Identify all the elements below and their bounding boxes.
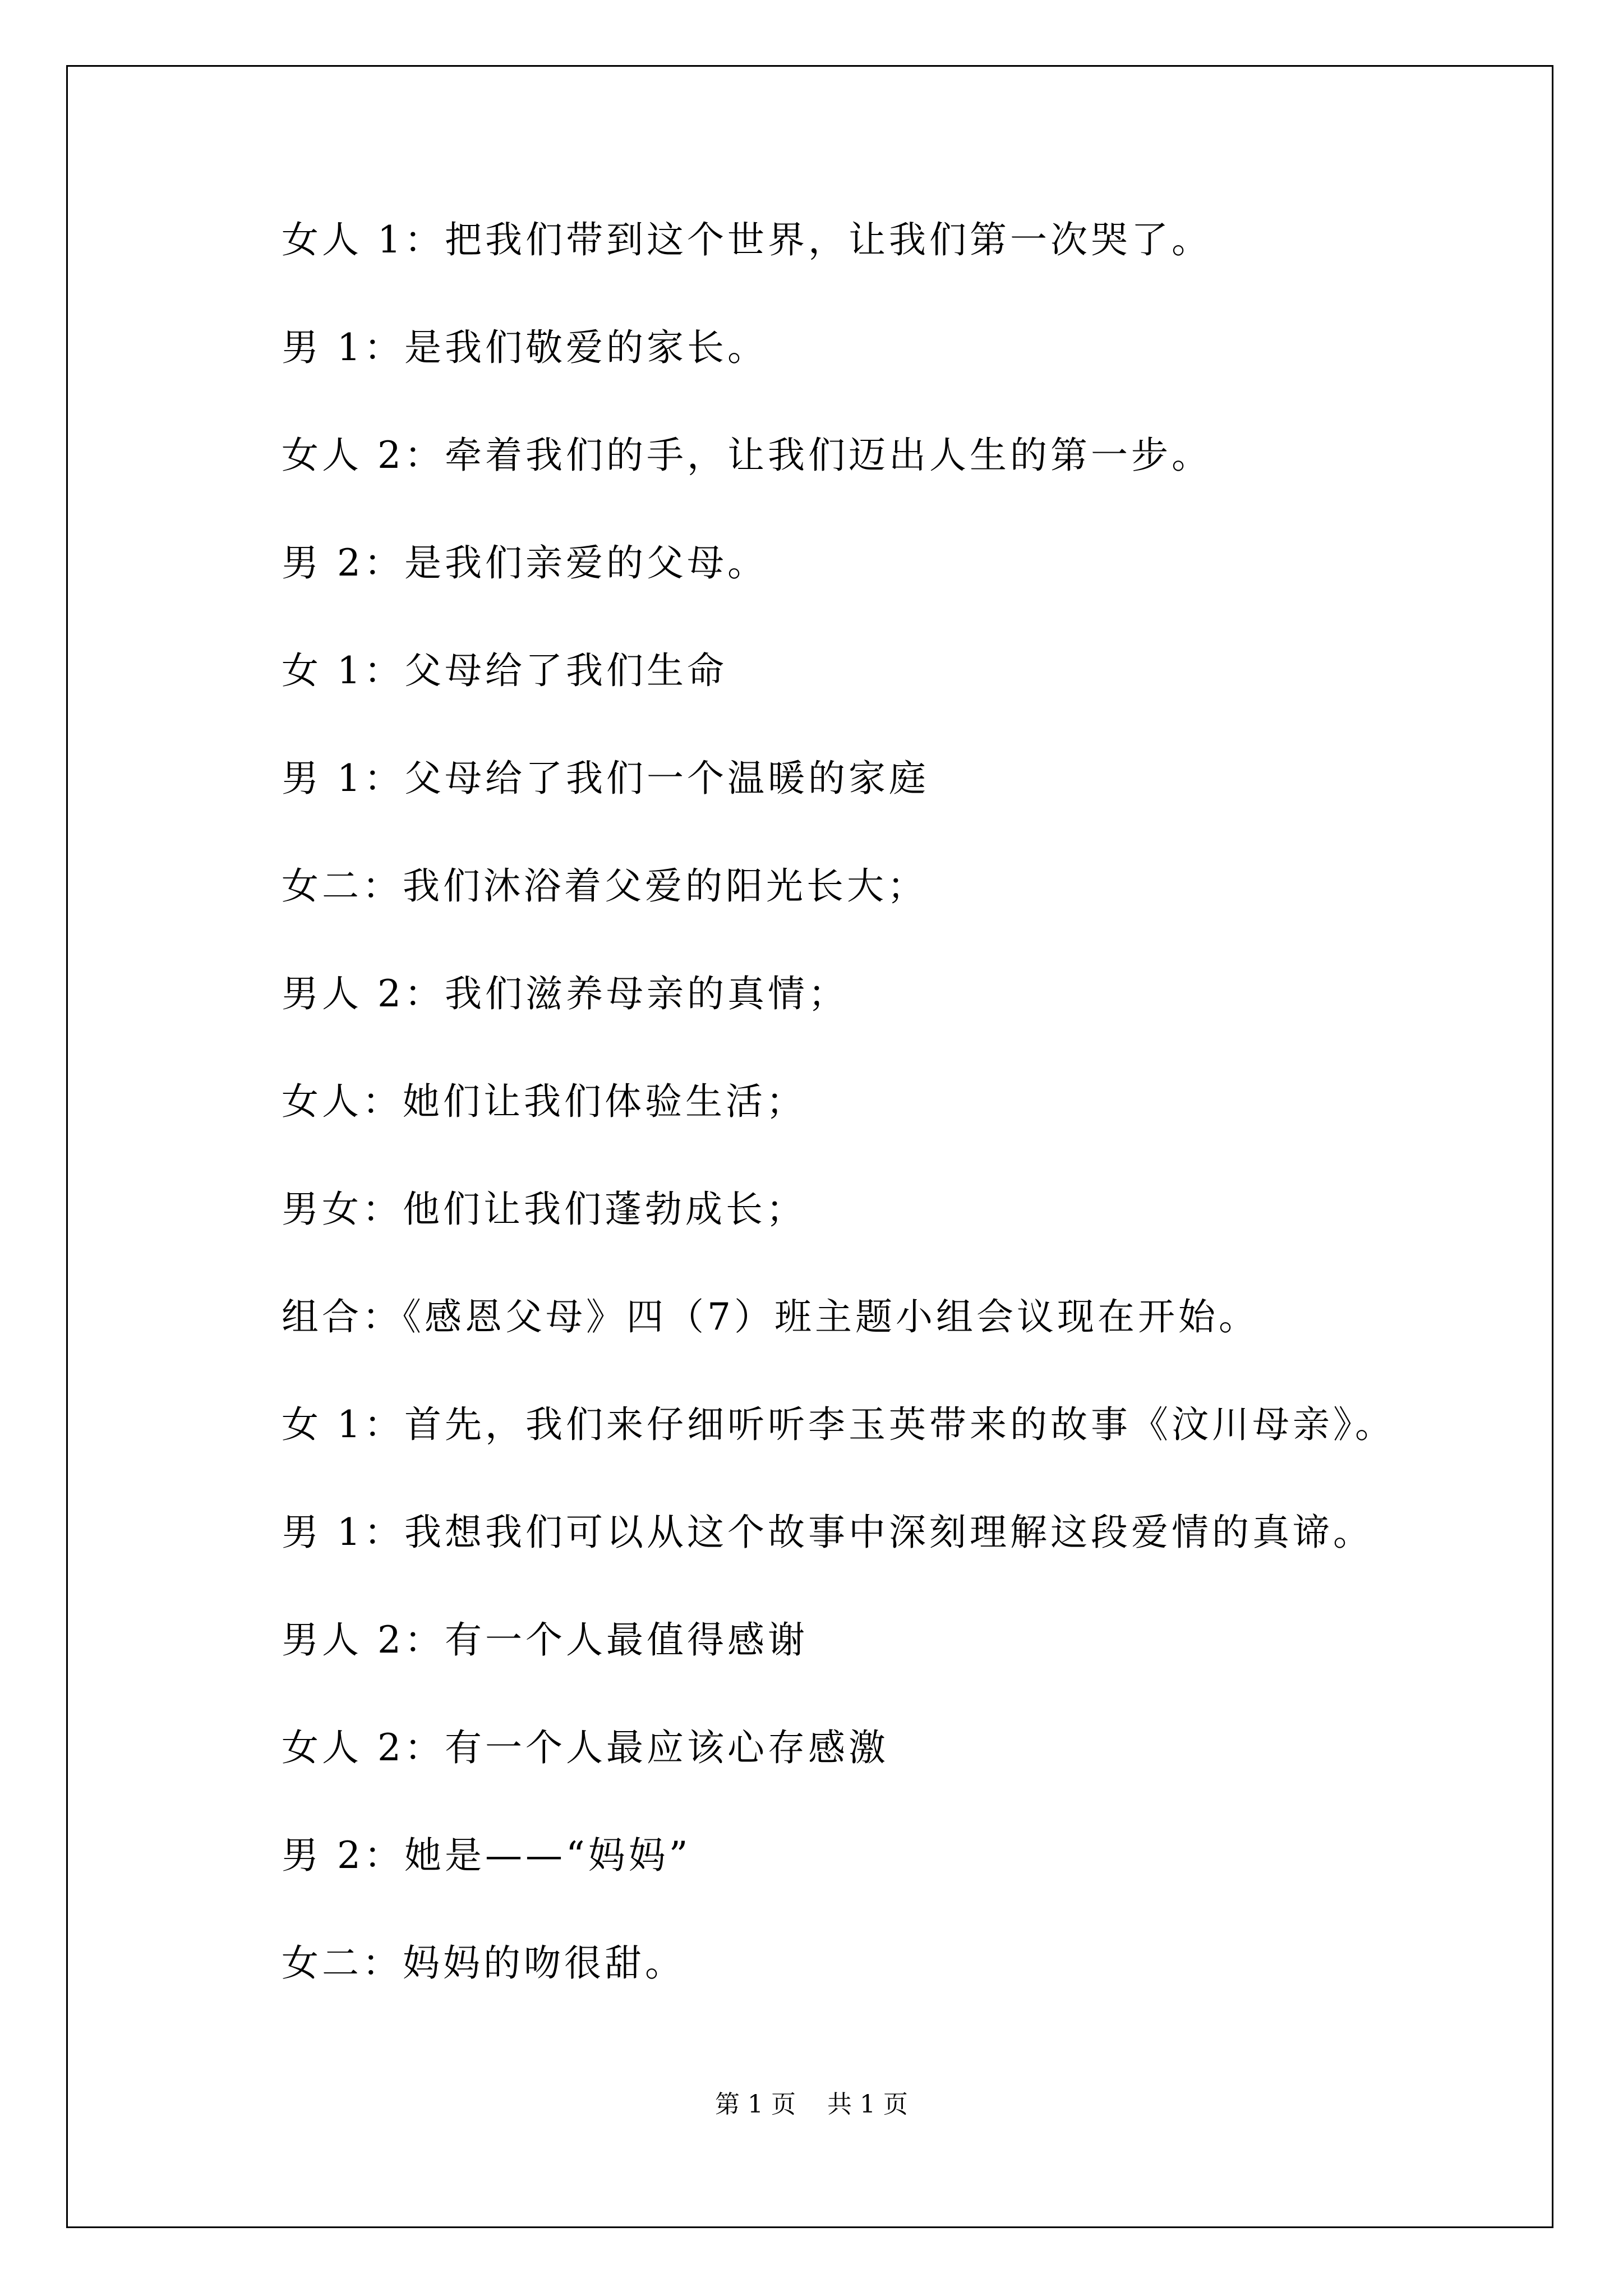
dialogue-line: 男 1：我想我们可以从这个故事中深刻理解这段爱情的真谛。 xyxy=(282,1511,1373,1554)
dialogue-line: 男 2：她是——“妈妈” xyxy=(282,1834,691,1877)
dialogue-line: 组合：《感恩父母》四（7）班主题小组会议现在开始。 xyxy=(282,1295,1259,1338)
dialogue-line: 男 2：是我们亲爱的父母。 xyxy=(282,541,768,585)
dialogue-line: 女二：我们沐浴着父爱的阳光长大； xyxy=(282,864,928,908)
dialogue-line: 女二：妈妈的吻很甜。 xyxy=(282,1941,685,1985)
document-body xyxy=(282,213,1487,2044)
dialogue-line: 男人 2：有一个人最值得感谢 xyxy=(282,1618,808,1662)
page-number-footer: 第 1 页 共 1 页 xyxy=(715,2090,908,2119)
dialogue-line: 女人 2：有一个人最应该心存感激 xyxy=(282,1726,889,1769)
dialogue-line: 女 1：首先，我们来仔细听听李玉英带来的故事《汶川母亲》。 xyxy=(282,1403,1395,1446)
dialogue-line: 男 1：是我们敬爱的家长。 xyxy=(282,326,768,369)
dialogue-line: 女人 2：牵着我们的手，让我们迈出人生的第一步。 xyxy=(282,434,1212,477)
dialogue-line: 男女：他们让我们蓬勃成长； xyxy=(282,1188,806,1231)
dialogue-line: 男人 2：我们滋养母亲的真情； xyxy=(282,972,849,1015)
dialogue-line: 女人 1：把我们带到这个世界，让我们第一次哭了。 xyxy=(282,218,1212,261)
dialogue-line: 男 1：父母给了我们一个温暖的家庭 xyxy=(282,757,929,800)
dialogue-line: 女 1：父母给了我们生命 xyxy=(282,649,727,692)
dialogue-line: 女人：她们让我们体验生活； xyxy=(282,1080,806,1123)
